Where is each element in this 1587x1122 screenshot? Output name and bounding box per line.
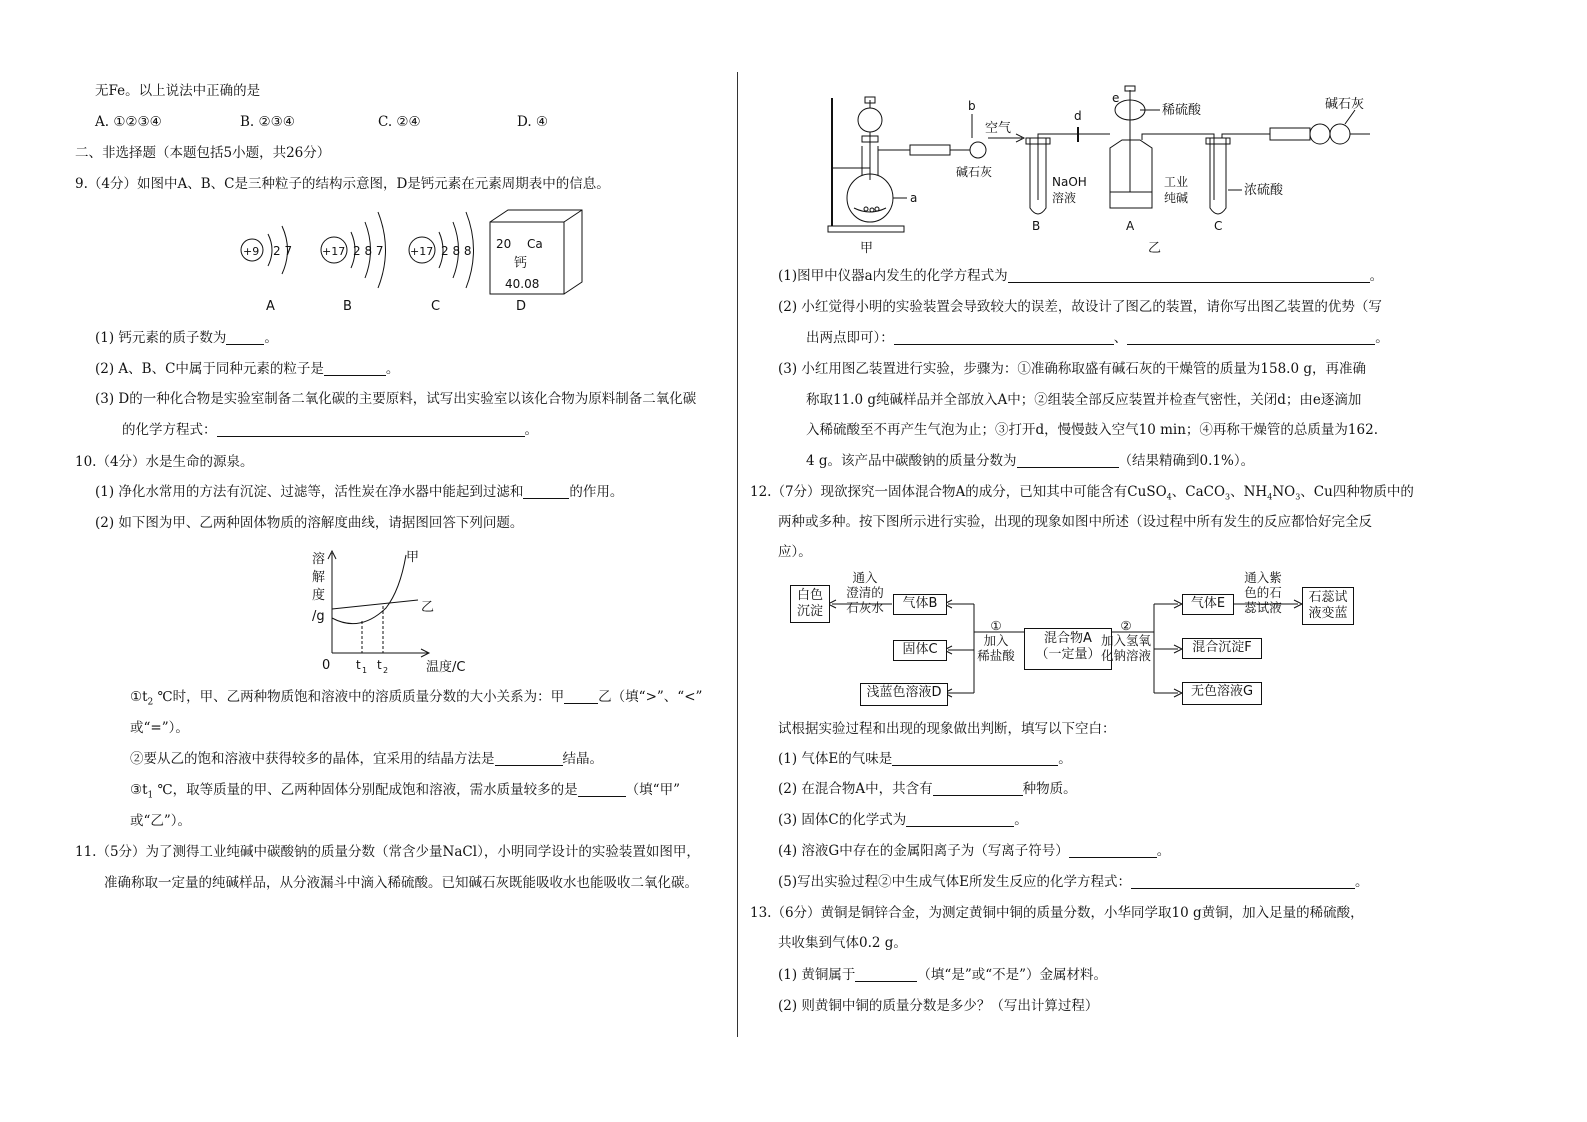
q13-part1: (1) 黄铜属于 （填“是”或“不是”）金属材料。 [778,967,1108,983]
label-naoh: NaOH [1052,175,1087,189]
column-divider [737,72,738,1037]
q10-sub3-line2: 或“乙”）。 [130,813,192,829]
element-mass: 40.08 [505,277,540,291]
q11-part3-line4: 4 g。该产品中碳酸钠的质量分数为 （结果精确到0.1%）。 [806,453,1255,469]
q12-part5: (5)写出实验过程②中生成气体E所发生反应的化学方程式： 。 [778,874,1369,890]
graph-tick-t2-sub: 2 [383,666,389,675]
q9-part3-line2: 的化学方程式： 。 [122,422,538,438]
q11-part3-line1: (3) 小红用图乙装置进行实验，步骤为：①准确称取盛有碱石灰的干燥管的质量为158.0 g，再准确 [778,361,1366,377]
curve-yi [332,600,418,609]
label-step-2: ② 加入氢氧 化钠溶液 [1100,618,1151,663]
separatory-funnel [858,108,882,132]
graph-ylabel-2: 解 [312,570,326,585]
box-gas-e: 气体E [1182,594,1234,615]
box-colorless-solution-g: 无色溶液G [1182,682,1262,705]
box-gas-b: 气体B [893,594,947,615]
q8-option-c: C. ②④ [378,114,421,130]
graph-tick-t1: t [356,658,361,672]
graph-curve-label-yi: 乙 [421,600,435,615]
q9-stem: 9.（4分）如图中A、B、C是三种粒子的结构示意图，D是钙元素在元素周期表中的信息。 [75,176,610,192]
q8-option-b: B. ②③④ [240,114,295,130]
box-mixed-precipitate-f: 混合沉淀F [1182,638,1262,659]
element-label: D [516,299,527,314]
atom-c-label: C [431,299,441,314]
q13-stem-line1: 13.（6分）黄铜是铜锌合金，为测定黄铜中铜的质量分数，小华同学取10 g黄铜，加入足量的稀硫酸， [750,905,1364,921]
box-litmus-turns-blue: 石蕊试 液变蓝 [1302,587,1354,625]
q11-part3-line3: 入稀硫酸至不再产生气泡为止；③打开d，慢慢鼓入空气10 min；④再称干燥管的总质量为162. [806,422,1378,438]
q9-part2: (2) A、B、C中属于同种元素的粒子是 。 [95,361,400,377]
curve-jia [332,555,406,624]
label-soda-lime-yi: 碱石灰 [1325,97,1365,112]
graph-ylabel-4: /g [312,609,325,624]
atom-c-shells: 2 8 8 [441,244,472,258]
q11-stem-line2: 准确称取一定量的纯碱样品，从分液漏斗中滴入稀硫酸。已知碱石灰既能吸收水也能吸收二氧化碳。 [104,875,698,891]
caption-yi: 乙 [1148,241,1162,256]
label-B: B [1032,219,1041,233]
q10-sub1-line1: $①t_2$ ℃时，甲、乙两种物质饱和溶液中的溶质质量分数的大小关系为：甲 乙（填“>”、“<” [130,689,703,708]
q8-option-d: D. ④ [517,114,549,130]
box-white-precipitate: 白色 沉淀 [790,585,830,623]
label-A: A [1126,219,1135,233]
graph-curve-label-jia: 甲 [406,550,420,565]
tube-c [1210,138,1226,214]
q12-stem-line3: 应）。 [778,544,812,560]
q8-option-a: A. ①②③④ [95,114,162,130]
label-conc-acid: 浓硫酸 [1244,183,1284,198]
q9-part1: (1) 钙元素的质子数为 。 [95,330,278,346]
atom-b-label: B [343,299,352,314]
q12-part2: (2) 在混合物A中，共含有 种物质。 [778,781,1077,797]
label-d: d [1074,109,1082,123]
label-lime-water: 通入 澄清的 石灰水 [846,570,884,615]
section-2-heading: 二、非选择题（本题包括5小题，共26分） [75,145,331,161]
label-soda-lime-jia: 碱石灰 [956,165,993,179]
label-dilute-acid: 稀硫酸 [1162,103,1202,118]
caption-jia: 甲 [860,241,874,256]
q10-sub1-line2: 或“=”）。 [130,720,189,736]
graph-origin: 0 [322,658,331,673]
atom-structure-diagrams [230,200,590,318]
q8-tail: 无Fe。以上说法中正确的是 [95,83,261,99]
label-naoh-solution: 溶液 [1052,191,1077,205]
q13-stem-line2: 共收集到气体0.2 g。 [778,935,907,951]
label-e: e [1112,91,1120,105]
q11-part2-line2: 出两点即可）： 、 。 [806,330,1389,346]
q12-stem-line1: 12.（7分）现欲探究一固体混合物A的成分，已知其中可能含有CuSO$_4$、CaCO$_3$、$NH_4NO_3$、Cu四种物质中的 [750,484,1414,502]
atom-c-core: +17 [410,245,434,258]
label-soda-ash: 纯碱 [1164,191,1189,205]
q10-sub2: ②要从乙的饱和溶液中获得较多的晶体，宜采用的结晶方法是 结晶。 [130,751,603,767]
atom-a-label: A [266,299,275,314]
apparatus-diagram [810,80,1410,260]
graph-ylabel-1: 溶 [312,552,326,567]
atom-a-core: +9 [243,245,260,258]
graph-tick-t1-sub: 1 [362,666,368,675]
q12-part1: (1) 气体E的气味是 。 [778,751,1072,767]
box-light-blue-solution-d: 浅蓝色溶液D [860,683,948,706]
label-industrial: 工业 [1164,175,1189,189]
label-air: 空气 [985,121,1012,136]
q11-part3-line2: 称取11.0 g纯碱样品并全部放入A中；②组装全部反应装置并检查气密性，关闭d；由e逐滴加 [806,392,1362,408]
label-b: b [968,99,976,113]
box-mixture-a: 混合物A （一定量） [1024,628,1112,670]
bottle-a [1110,140,1152,208]
box-solid-c: 固体C [893,640,947,661]
graph-ylabel-3: 度 [312,588,326,603]
label-C: C [1214,219,1223,233]
q12-intro: 试根据实验过程和出现的现象做出判断，填写以下空白： [778,721,1116,737]
atom-b-core: +17 [322,245,346,258]
atom-a-shells: 2 7 [273,244,293,258]
label-step-1: ① 加入 稀盐酸 [977,618,1015,663]
element-symbol: Ca [527,237,543,251]
solubility-curve-graph [300,545,490,677]
label-a: a [910,191,918,205]
q12-part4: (4) 溶液G中存在的金属阳离子为（写离子符号） 。 [778,843,1171,859]
q12-part3: (3) 固体C的化学式为 。 [778,812,1028,828]
flask-a [847,174,893,222]
stand-base [828,226,904,232]
q12-stem-line2: 两种或多种。按下图所示进行实验，出现的现象如图中所述（设过程中所有发生的反应都恰好完全反 [778,514,1372,530]
graph-tick-t2: t [377,658,382,672]
q11-part1: (1)图甲中仪器a内发生的化学方程式为 。 [778,268,1384,284]
drying-tube [1270,128,1310,140]
q11-stem-line1: 11.（5分）为了测得工业纯碱中碳酸钠的质量分数（常含少量NaCl），小明同学设计的实验装置如图甲， [75,844,700,860]
q11-part2-line1: (2) 小红觉得小明的实验装置会导致较大的误差，故设计了图乙的装置，请你写出图乙装置的优势（写 [778,299,1382,315]
q9-part3-line1: (3) D的一种化合物是实验室制备二氧化碳的主要原料，试写出实验室以该化合物为原料制备二氧化碳 [95,391,697,407]
q10-part2: (2) 如下图为甲、乙两种固体物质的溶解度曲线，请据图回答下列问题。 [95,515,524,531]
element-name: 钙 [514,256,528,271]
label-litmus: 通入紫 色的石 蕊试液 [1244,570,1282,615]
q10-sub3-line1: $③t_1$ ℃，取等质量的甲、乙两种固体分别配成饱和溶液，需水质量较多的是 （填“甲” [130,782,680,801]
q13-part2: (2) 则黄铜中铜的质量分数是多少？（写出计算过程） [778,998,1099,1014]
q10-part1: (1) 净化水常用的方法有沉淀、过滤等，活性炭在净水器中能起到过滤和 的作用。 [95,484,624,500]
element-number: 20 [496,237,512,251]
q10-stem: 10.（4分）水是生命的源泉。 [75,454,254,470]
graph-xlabel: 温度/C [426,660,466,675]
atom-b-shells: 2 8 7 [353,244,384,258]
